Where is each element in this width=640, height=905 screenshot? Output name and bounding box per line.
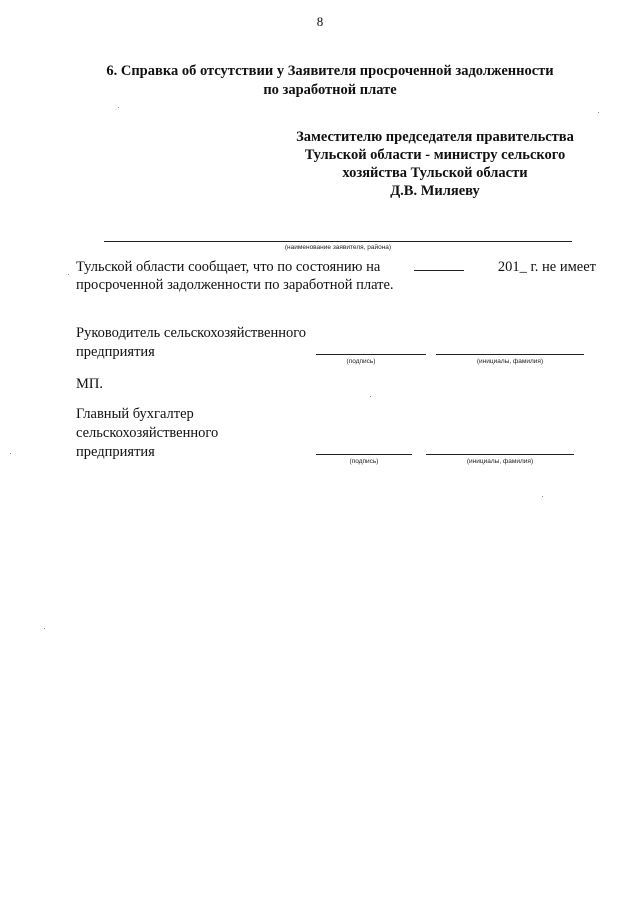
head-signature-caption: (подпись)	[346, 358, 376, 365]
body-text-part-1: Тульской области сообщает, что по состоянию на	[76, 259, 381, 275]
accountant-label-line-2: сельскохозяйственного	[76, 425, 219, 441]
applicant-name-caption: (наименование заявителя, района)	[284, 244, 392, 251]
addressee-line-2: Тульской области - министру сельского	[304, 147, 566, 163]
head-label-line-2: предприятия	[76, 344, 155, 360]
head-label-line-1: Руководитель сельскохозяйственного	[76, 325, 307, 341]
accountant-label-line-3: предприятия	[76, 444, 155, 460]
title-line-1: 6. Справка об отсутствии у Заявителя просроченной задолженности	[106, 63, 554, 79]
accountant-signature-field[interactable]	[316, 454, 412, 455]
head-signature-field[interactable]	[316, 354, 426, 355]
stamp-label: МП.	[76, 376, 103, 392]
scan-speck	[118, 107, 119, 108]
applicant-name-field[interactable]	[104, 241, 572, 242]
scan-speck	[68, 274, 69, 275]
body-text	[76, 258, 596, 294]
accountant-signature-label	[76, 405, 218, 462]
head-signature-label	[76, 324, 306, 362]
date-blank-field[interactable]	[414, 259, 464, 271]
addressee-line-1: Заместителю председателя правительства	[296, 129, 574, 145]
addressee-line-3: хозяйства Тульской области	[342, 165, 528, 181]
scan-speck	[10, 453, 11, 454]
addressee-block	[240, 128, 630, 200]
title-line-2: по заработной плате	[263, 82, 397, 98]
accountant-label-line-1: Главный бухгалтер	[76, 406, 194, 422]
body-line-2: просроченной задолженности по заработной плате.	[76, 277, 394, 293]
body-line-1	[76, 258, 596, 276]
accountant-name-field[interactable]	[426, 454, 574, 455]
scan-speck	[598, 112, 599, 113]
scan-speck	[44, 628, 45, 629]
head-name-field[interactable]	[436, 354, 584, 355]
body-text-part-2: 201_ г. не имеет	[497, 259, 596, 275]
scan-speck	[542, 496, 543, 497]
document-title	[60, 62, 600, 100]
scan-speck	[370, 396, 371, 397]
accountant-name-caption: (инициалы, фамилия)	[466, 458, 534, 465]
head-name-caption: (инициалы, фамилия)	[476, 358, 544, 365]
page-number: 8	[316, 14, 324, 29]
accountant-signature-caption: (подпись)	[349, 458, 379, 465]
addressee-line-4: Д.В. Миляеву	[390, 183, 480, 199]
